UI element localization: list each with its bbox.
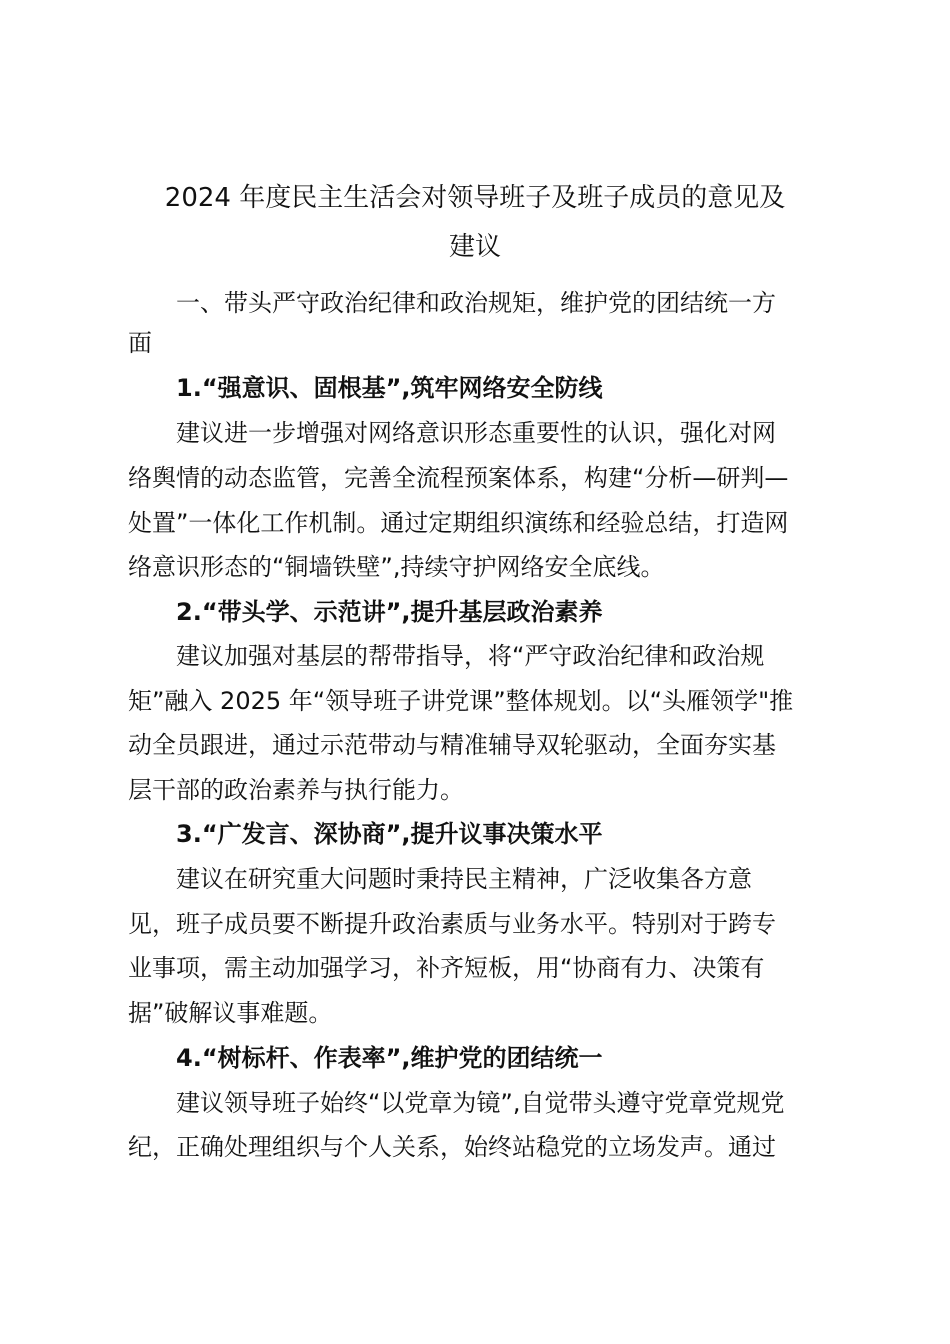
item-1-line-4: 络意识形态的“铜墙铁壁”,持续守护网络安全底线。 xyxy=(128,553,665,581)
item-2-line-1: 建议加强对基层的帮带指导，将“严守政治纪律和政治规 xyxy=(176,642,765,670)
item-4-heading: 4.“树标杆、作表率”,维护党的团结统一 xyxy=(176,1044,603,1072)
item-2-heading: 2.“带头学、示范讲”,提升基层政治素养 xyxy=(176,598,603,626)
item-4-line-2: 纪，正确处理组织与个人关系，始终站稳党的立场发声。通过 xyxy=(128,1133,776,1161)
item-3-line-4: 据”破解议事难题。 xyxy=(128,999,333,1027)
section-heading-line-2: 面 xyxy=(128,329,152,357)
item-1-line-3: 处置”一体化工作机制。通过定期组织演练和经验总结，打造网 xyxy=(128,509,789,537)
document-title-line-1: 2024 年度民主生活会对领导班子及班子成员的意见及 xyxy=(164,183,786,213)
item-3-line-1: 建议在研究重大问题时秉持民主精神，广泛收集各方意 xyxy=(176,865,752,893)
item-3-line-2: 见，班子成员要不断提升政治素质与业务水平。特别对于跨专 xyxy=(128,910,776,938)
item-2-line-3: 动全员跟进，通过示范带动与精准辅导双轮驱动，全面夯实基 xyxy=(128,731,776,759)
item-1-heading: 1.“强意识、固根基”,筑牢网络安全防线 xyxy=(176,374,603,402)
section-heading-line-1: 一、带头严守政治纪律和政治规矩，维护党的团结统一方 xyxy=(176,289,776,317)
item-3-heading: 3.“广发言、深协商”,提升议事决策水平 xyxy=(176,820,603,848)
item-2-line-2: 矩”融入 2025 年“领导班子讲党课”整体规划。以“头雁领学"推 xyxy=(128,687,794,715)
item-3-line-3: 业事项，需主动加强学习，补齐短板，用“协商有力、决策有 xyxy=(128,954,765,982)
document-title-line-2: 建议 xyxy=(448,232,501,262)
item-2-line-4: 层干部的政治素养与执行能力。 xyxy=(128,776,464,804)
item-4-line-1: 建议领导班子始终“以党章为镜”,自觉带头遵守党章党规党 xyxy=(176,1089,785,1117)
item-1-line-1: 建议进一步增强对网络意识形态重要性的认识，强化对网 xyxy=(176,419,776,447)
item-1-line-2: 络舆情的动态监管，完善全流程预案体系，构建“分析—研判— xyxy=(128,464,789,492)
